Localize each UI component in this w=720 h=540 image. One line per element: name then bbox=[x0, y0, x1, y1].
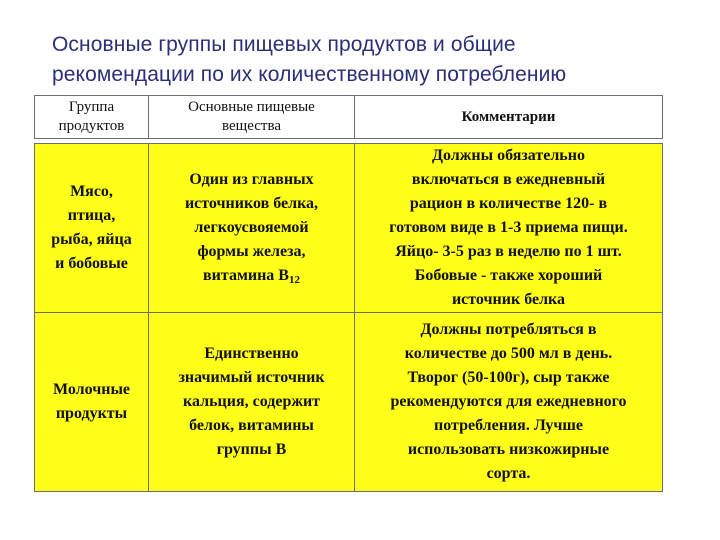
cell-line: и бобовые bbox=[55, 255, 128, 272]
cell-line: источников белка, bbox=[184, 195, 319, 212]
cell-line: количестве до 500 мл в день. bbox=[404, 345, 613, 362]
cell-line: белок, витамины bbox=[189, 417, 314, 434]
food-groups-table bbox=[34, 95, 663, 492]
cell-line: Один из главных bbox=[189, 171, 314, 188]
title-line-1: Основные группы пищевых продуктов и общие bbox=[52, 33, 516, 56]
cell-line: Бобовые - также хороший bbox=[414, 267, 603, 284]
cell-line: Должны потребляться в bbox=[420, 321, 597, 338]
table-row bbox=[35, 313, 663, 492]
cell-line: кальция, содержит bbox=[182, 393, 321, 410]
header-group-line: Группа bbox=[68, 99, 115, 115]
comment-cell-dairy bbox=[355, 313, 663, 492]
group-cell-meat bbox=[35, 144, 149, 313]
cell-line: группы B bbox=[216, 441, 287, 458]
vitamin-label: витамина B bbox=[203, 267, 289, 284]
cell-line: формы железа, bbox=[197, 243, 306, 260]
cell-line: легкоусвояемой bbox=[194, 219, 309, 236]
cell-line: сорта. bbox=[486, 465, 531, 482]
cell-line: потребления. Лучше bbox=[434, 417, 583, 434]
cell-line: рыба, яйца bbox=[51, 231, 132, 248]
nutrients-cell-meat bbox=[149, 144, 355, 313]
vitamin-subscript: 12 bbox=[288, 274, 300, 286]
cell-line: рацион в количестве 120- в bbox=[409, 195, 608, 212]
header-nutrients-line: Основные пищевые bbox=[188, 99, 315, 115]
title-line-2: рекомендации по их количественному потреблению bbox=[52, 63, 567, 86]
comment-cell-meat bbox=[355, 144, 663, 313]
cell-line: Яйцо- 3-5 раз в неделю по 1 шт. bbox=[395, 243, 622, 260]
cell-line bbox=[151, 264, 352, 288]
cell-line: готовом виде в 1-3 приема пищи. bbox=[389, 219, 628, 236]
header-group bbox=[35, 96, 149, 139]
cell-line: источник белка bbox=[451, 291, 566, 308]
header-nutrients bbox=[149, 96, 355, 139]
header-nutrients-line: вещества bbox=[222, 118, 281, 134]
cell-line: Творог (50-100г), сыр также bbox=[407, 369, 610, 386]
header-group-line: продуктов bbox=[58, 118, 125, 134]
cell-line: Должны обязательно bbox=[432, 147, 585, 164]
cell-line: рекомендуются для ежедневного bbox=[390, 393, 627, 410]
cell-line: Молочные bbox=[52, 381, 131, 398]
cell-line: использовать низкожирные bbox=[407, 441, 610, 458]
cell-line: птица, bbox=[67, 207, 116, 224]
table-header-row bbox=[35, 96, 663, 139]
header-comments: Комментарии bbox=[355, 96, 663, 139]
group-cell-dairy bbox=[35, 313, 149, 492]
table-row bbox=[35, 144, 663, 313]
cell-line: Единственно bbox=[204, 345, 299, 362]
nutrients-cell-dairy bbox=[149, 313, 355, 492]
cell-line: значимый источник bbox=[178, 369, 325, 386]
slide-title bbox=[52, 30, 692, 90]
cell-line: включаться в ежедневный bbox=[411, 171, 606, 188]
cell-line: продукты bbox=[55, 405, 128, 422]
cell-line: Мясо, bbox=[70, 183, 113, 200]
